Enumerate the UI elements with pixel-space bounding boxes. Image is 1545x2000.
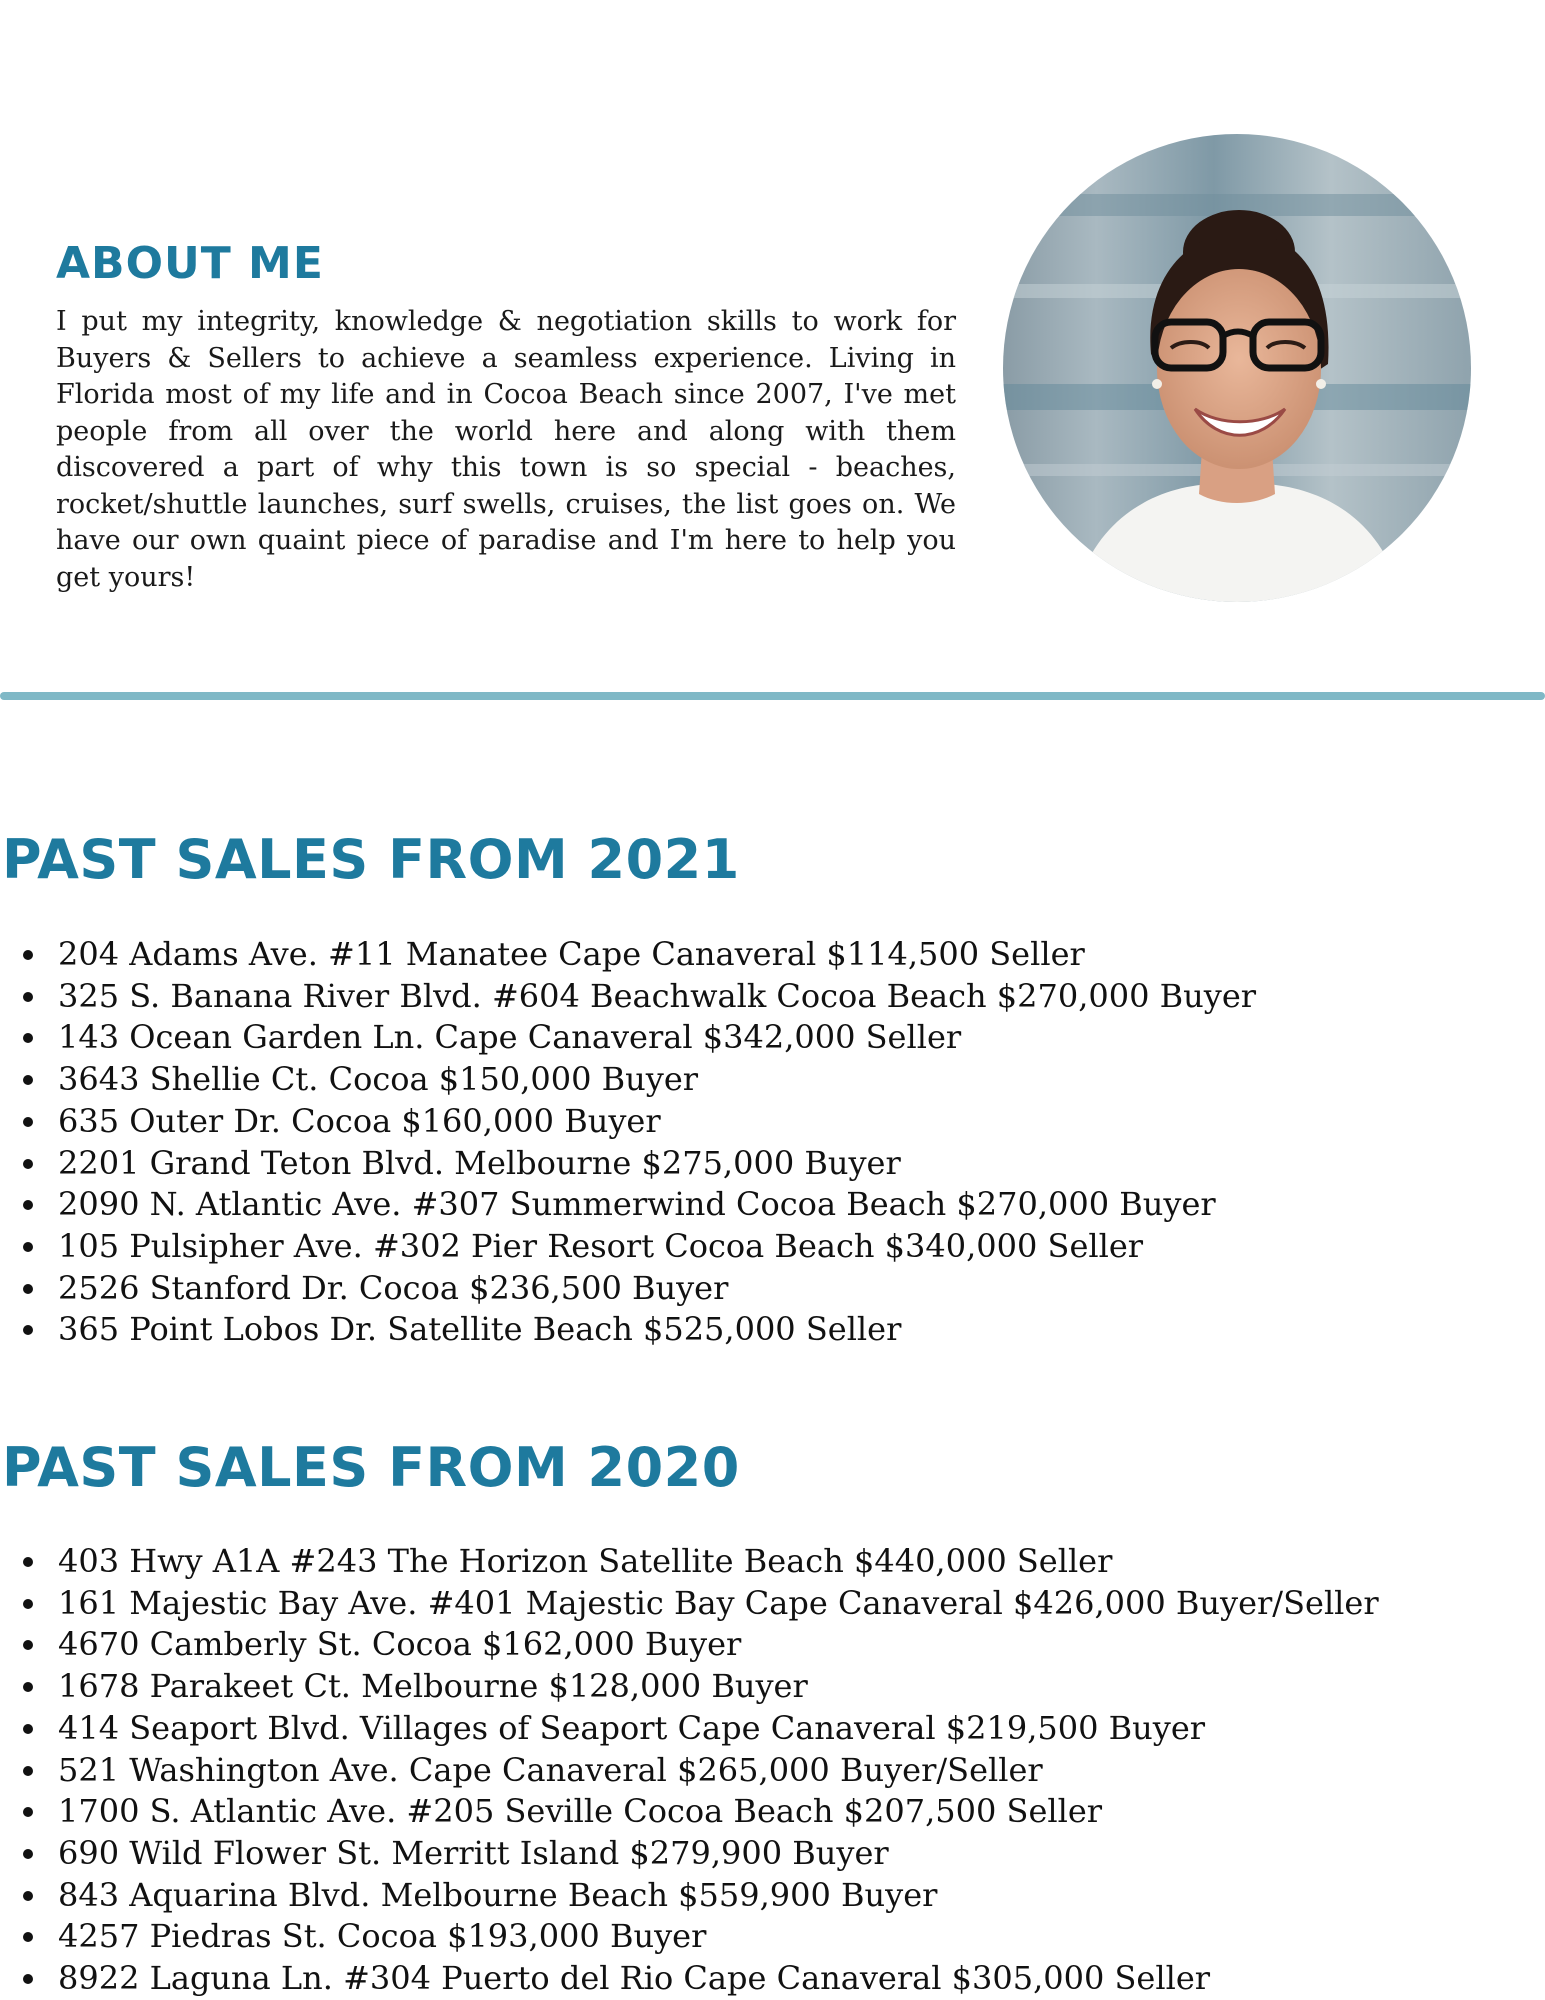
bullet-icon [23, 1640, 33, 1650]
sale-entry: 1678 Parakeet Ct. Melbourne $128,000 Buyer [58, 1667, 808, 1706]
bullet-icon [23, 1033, 33, 1043]
sale-entry: 2526 Stanford Dr. Cocoa $236,500 Buyer [58, 1268, 729, 1307]
sales-2021-heading: PAST SALES FROM 2021 [2, 828, 740, 891]
sales-2020-list [0, 1541, 1545, 2000]
list-item [0, 1101, 1545, 1143]
bullet-icon [23, 1724, 33, 1734]
list-item [0, 1541, 1545, 1583]
bullet-icon [23, 1242, 33, 1252]
sale-entry: 143 Ocean Garden Ln. Cape Canaveral $342,000 Seller [58, 1018, 962, 1057]
sales-2021-list [0, 934, 1545, 1351]
sale-entry: 2090 N. Atlantic Ave. #307 Summerwind Cocoa Beach $270,000 Buyer [58, 1185, 1216, 1224]
about-heading: ABOUT ME [56, 238, 324, 289]
sale-entry: 403 Hwy A1A #243 The Horizon Satellite Beach $440,000 Seller [58, 1542, 1113, 1580]
section-divider [0, 692, 1545, 700]
list-item [0, 1875, 1545, 1917]
bullet-icon [23, 1974, 33, 1984]
sales-2020-heading: PAST SALES FROM 2020 [2, 1436, 740, 1499]
bullet-icon [23, 1557, 33, 1567]
bullet-icon [23, 1325, 33, 1335]
list-item [0, 1666, 1545, 1708]
sale-entry: 2201 Grand Teton Blvd. Melbourne $275,000 Buyer [58, 1143, 901, 1182]
sale-entry: 4670 Camberly St. Cocoa $162,000 Buyer [58, 1625, 742, 1664]
bullet-icon [23, 1932, 33, 1942]
bullet-icon [23, 950, 33, 960]
bullet-icon [23, 1807, 33, 1817]
bullet-icon [23, 1766, 33, 1776]
list-item [0, 1833, 1545, 1875]
bullet-icon [23, 1849, 33, 1859]
bullet-icon [23, 1682, 33, 1692]
sale-entry: 414 Seaport Blvd. Villages of Seaport Cape Canaveral $219,500 Buyer [58, 1708, 1206, 1747]
bullet-icon [23, 1891, 33, 1901]
sale-entry: 1700 S. Atlantic Ave. #205 Seville Cocoa Beach $207,500 Seller [58, 1792, 1103, 1831]
list-item [0, 1017, 1545, 1059]
list-item [0, 1916, 1545, 1958]
list-item [0, 1143, 1545, 1185]
list-item [0, 1309, 1545, 1351]
list-item [0, 1059, 1545, 1101]
list-item [0, 976, 1545, 1018]
sale-entry: 204 Adams Ave. #11 Manatee Cape Canaveral $114,500 Seller [58, 935, 1085, 973]
list-item [0, 1226, 1545, 1268]
sale-entry: 105 Pulsipher Ave. #302 Pier Resort Cocoa Beach $340,000 Seller [58, 1226, 1144, 1265]
list-item [0, 1708, 1545, 1750]
sale-entry: 521 Washington Ave. Cape Canaveral $265,000 Buyer/Seller [58, 1750, 1043, 1789]
list-item [0, 1750, 1545, 1792]
bullet-icon [23, 1599, 33, 1609]
bullet-icon [23, 1284, 33, 1294]
about-section [0, 0, 1545, 690]
list-item [0, 1583, 1545, 1625]
bullet-icon [23, 992, 33, 1002]
bullet-icon [23, 1075, 33, 1085]
sale-entry: 325 S. Banana River Blvd. #604 Beachwalk Cocoa Beach $270,000 Buyer [58, 976, 1257, 1015]
list-item [0, 1624, 1545, 1666]
about-text: I put my integrity, knowledge & negotiation skills to work for Buyers & Sellers to achieve a seamless experience. Living in Florida most of my life and in Cocoa Beach since 2007, I've met people from all over the world here and along with them discovered a part of why this town is so special - beaches, rocket/shuttle launches, surf swells, cruises, the list goes on. We have our own quaint piece of paradise and I'm here to help you get yours! [56, 306, 956, 593]
list-item [0, 934, 1545, 976]
bullet-icon [23, 1200, 33, 1210]
list-item [0, 1184, 1545, 1226]
sale-entry: 690 Wild Flower St. Merritt Island $279,900 Buyer [58, 1833, 889, 1872]
sale-entry: 843 Aquarina Blvd. Melbourne Beach $559,900 Buyer [58, 1875, 938, 1914]
bullet-icon [23, 1117, 33, 1127]
sale-entry: 635 Outer Dr. Cocoa $160,000 Buyer [58, 1101, 661, 1140]
sale-entry: 3643 Shellie Ct. Cocoa $150,000 Buyer [58, 1060, 699, 1099]
portrait-photo [1003, 134, 1471, 602]
sale-entry: 365 Point Lobos Dr. Satellite Beach $525,000 Seller [58, 1310, 902, 1349]
bullet-icon [23, 1159, 33, 1169]
sale-entry: 161 Majestic Bay Ave. #401 Majestic Bay Cape Canaveral $426,000 Buyer/Seller [58, 1583, 1379, 1622]
list-item [0, 1268, 1545, 1310]
sale-entry: 8922 Laguna Ln. #304 Puerto del Rio Cape Canaveral $305,000 Seller [58, 1959, 1211, 1998]
list-item [0, 1958, 1545, 2000]
list-item [0, 1791, 1545, 1833]
sale-entry: 4257 Piedras St. Cocoa $193,000 Buyer [58, 1917, 707, 1956]
